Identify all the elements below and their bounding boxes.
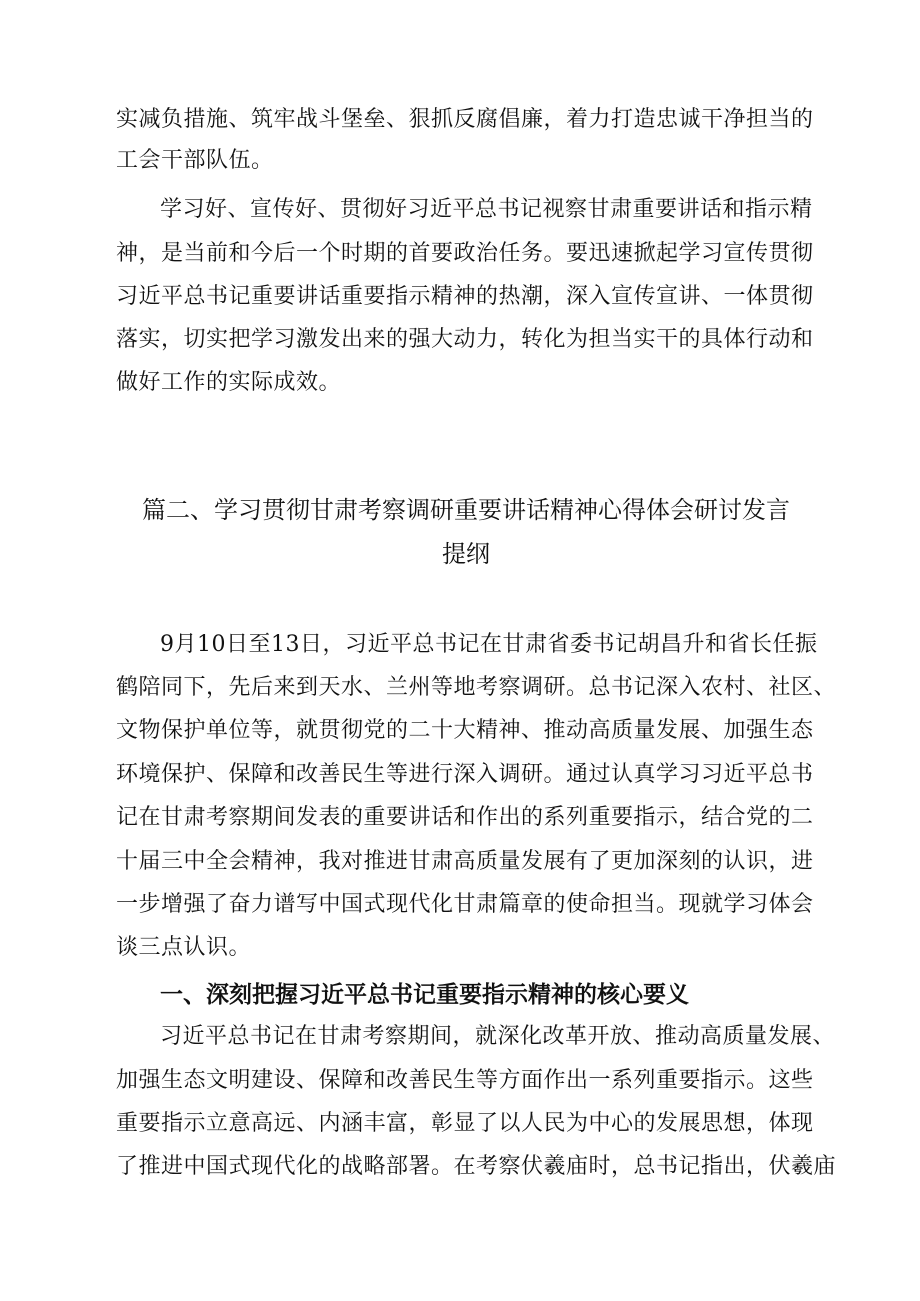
section-1-line-4: 了推进中国式现代化的战略部署。在考察伏羲庙时，总书记指出，伏羲庙 [116,1154,837,1179]
article-title-line-1: 篇二、学习贯彻甘肃考察调研重要讲话精神心得体会研讨发言 [142,496,790,524]
paragraph-2-line-1: 学习好、宣传好、贯彻好习近平总书记视察甘肃重要讲话和指示精 [160,197,813,222]
paragraph-2-line-4: 落实，切实把学习激发出来的强大动力，转化为担当实干的具体行动和 [116,327,814,352]
section-1-line-3: 重要指示立意高远、内涵丰富，彰显了以人民为中心的发展思想，体现 [116,1111,814,1136]
section-1-line-1: 习近平总书记在甘肃考察期间，就深化改革开放、推动高质量发展、 [160,1024,836,1049]
paragraph-1-line-1: 实减负措施、筑牢战斗堡垒、狠抓反腐倡廉，着力打造忠诚干净担当的 [116,107,814,132]
section-1-line-2: 加强生态文明建设、保障和改善民生等方面作出一系列重要指示。这些 [116,1068,814,1093]
article-title-line-2: 提纲 [442,540,490,568]
intro-line-1: 9月10日至13日，习近平总书记在甘肃省委书记胡昌升和省长任振 [160,632,818,657]
intro-line-2: 鹤陪同下，先后来到天水、兰州等地考察调研。总书记深入农村、社区、 [116,675,837,700]
paragraph-2-line-2: 神，是当前和今后一个时期的首要政治任务。要迅速掀起学习宣传贯彻 [116,241,814,266]
paragraph-2-line-3: 习近平总书记重要讲话重要指示精神的热潮，深入宣传宣讲、一体贯彻 [116,284,814,309]
section-1-heading: 一、深刻把握习近平总书记重要指示精神的核心要义 [160,982,689,1008]
paragraph-1-line-2: 工会干部队伍。 [116,148,274,173]
intro-line-8: 谈三点认识。 [116,935,252,960]
intro-line-7: 一步增强了奋力谱写中国式现代化甘肃篇章的使命担当。现就学习体会 [116,892,814,917]
intro-line-3: 文物保护单位等，就贯彻党的二十大精神、推动高质量发展、加强生态 [116,718,814,743]
intro-line-4: 环境保护、保障和改善民生等进行深入调研。通过认真学习习近平总书 [116,762,814,787]
intro-line-6: 十届三中全会精神，我对推进甘肃高质量发展有了更加深刻的认识，进 [116,849,814,874]
intro-line-5: 记在甘肃考察期间发表的重要讲话和作出的系列重要指示，结合党的二 [116,805,814,830]
paragraph-2-line-5: 做好工作的实际成效。 [116,370,342,395]
